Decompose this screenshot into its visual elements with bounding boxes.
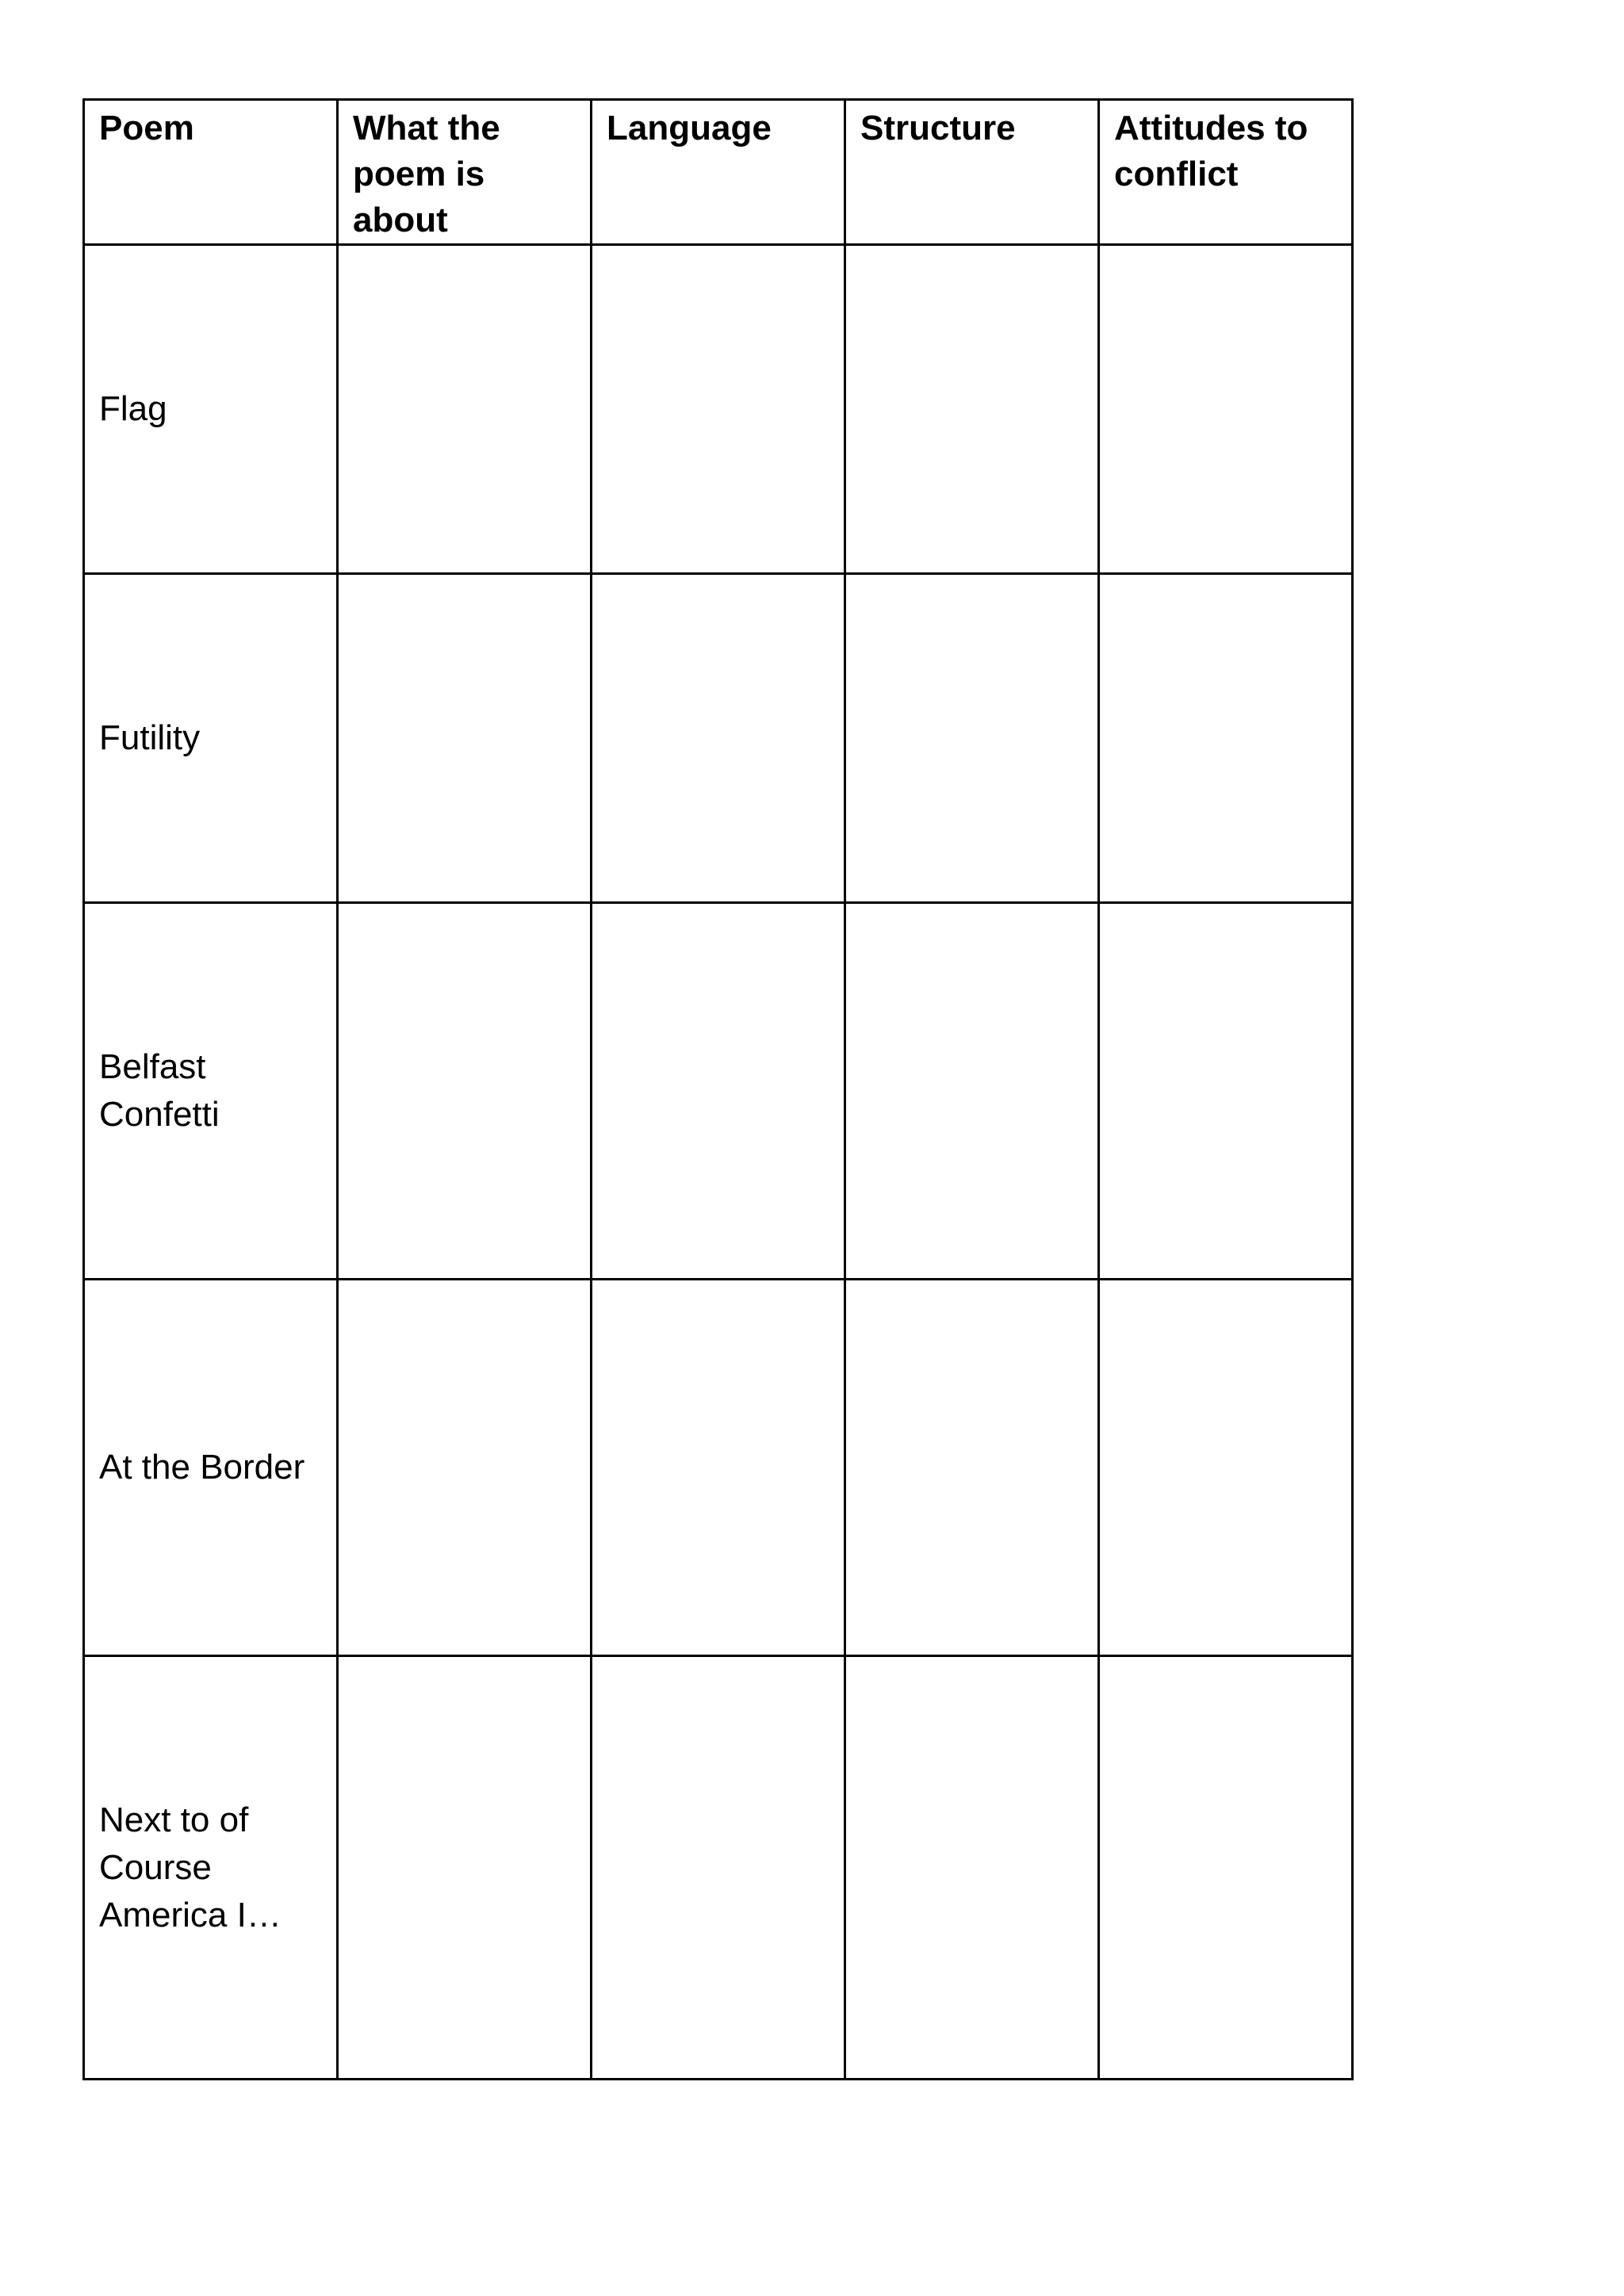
header-row	[84, 100, 1353, 245]
header-language: Language	[592, 100, 845, 245]
language-cell[interactable]	[592, 1656, 845, 2080]
header-attitudes-to-conflict: Attitudes to conflict	[1099, 100, 1353, 245]
table-row	[84, 574, 1353, 903]
structure-cell[interactable]	[845, 1280, 1099, 1656]
table-row	[84, 1280, 1353, 1656]
attitudes-cell[interactable]	[1099, 903, 1353, 1280]
table-row	[84, 903, 1353, 1280]
language-cell[interactable]	[592, 903, 845, 1280]
about-cell[interactable]	[338, 245, 592, 574]
poem-name: At the Border	[99, 1448, 305, 1487]
about-cell[interactable]	[338, 574, 592, 903]
language-cell[interactable]	[592, 245, 845, 574]
poem-cell	[84, 903, 338, 1280]
about-cell[interactable]	[338, 1280, 592, 1656]
language-cell[interactable]	[592, 574, 845, 903]
poem-cell	[84, 1280, 338, 1656]
structure-cell[interactable]	[845, 1656, 1099, 2080]
structure-cell[interactable]	[845, 574, 1099, 903]
attitudes-cell[interactable]	[1099, 574, 1353, 903]
attitudes-cell[interactable]	[1099, 245, 1353, 574]
poem-cell	[84, 574, 338, 903]
poem-cell	[84, 245, 338, 574]
about-cell[interactable]	[338, 1656, 592, 2080]
header-structure: Structure	[845, 100, 1099, 245]
structure-cell[interactable]	[845, 903, 1099, 1280]
poem-name: Next to of Course America I…	[99, 1800, 282, 1934]
poem-name: Futility	[99, 718, 201, 757]
header-what-the-poem-is-about: What the poem is about	[338, 100, 592, 245]
header-poem: Poem	[84, 100, 338, 245]
about-cell[interactable]	[338, 903, 592, 1280]
table-row	[84, 1656, 1353, 2080]
poem-comparison-table	[82, 98, 1354, 2080]
poem-name: Flag	[99, 389, 167, 428]
attitudes-cell[interactable]	[1099, 1280, 1353, 1656]
table-row	[84, 245, 1353, 574]
attitudes-cell[interactable]	[1099, 1656, 1353, 2080]
poem-name: Belfast Confetti	[99, 1047, 220, 1134]
structure-cell[interactable]	[845, 245, 1099, 574]
poem-cell	[84, 1656, 338, 2080]
language-cell[interactable]	[592, 1280, 845, 1656]
